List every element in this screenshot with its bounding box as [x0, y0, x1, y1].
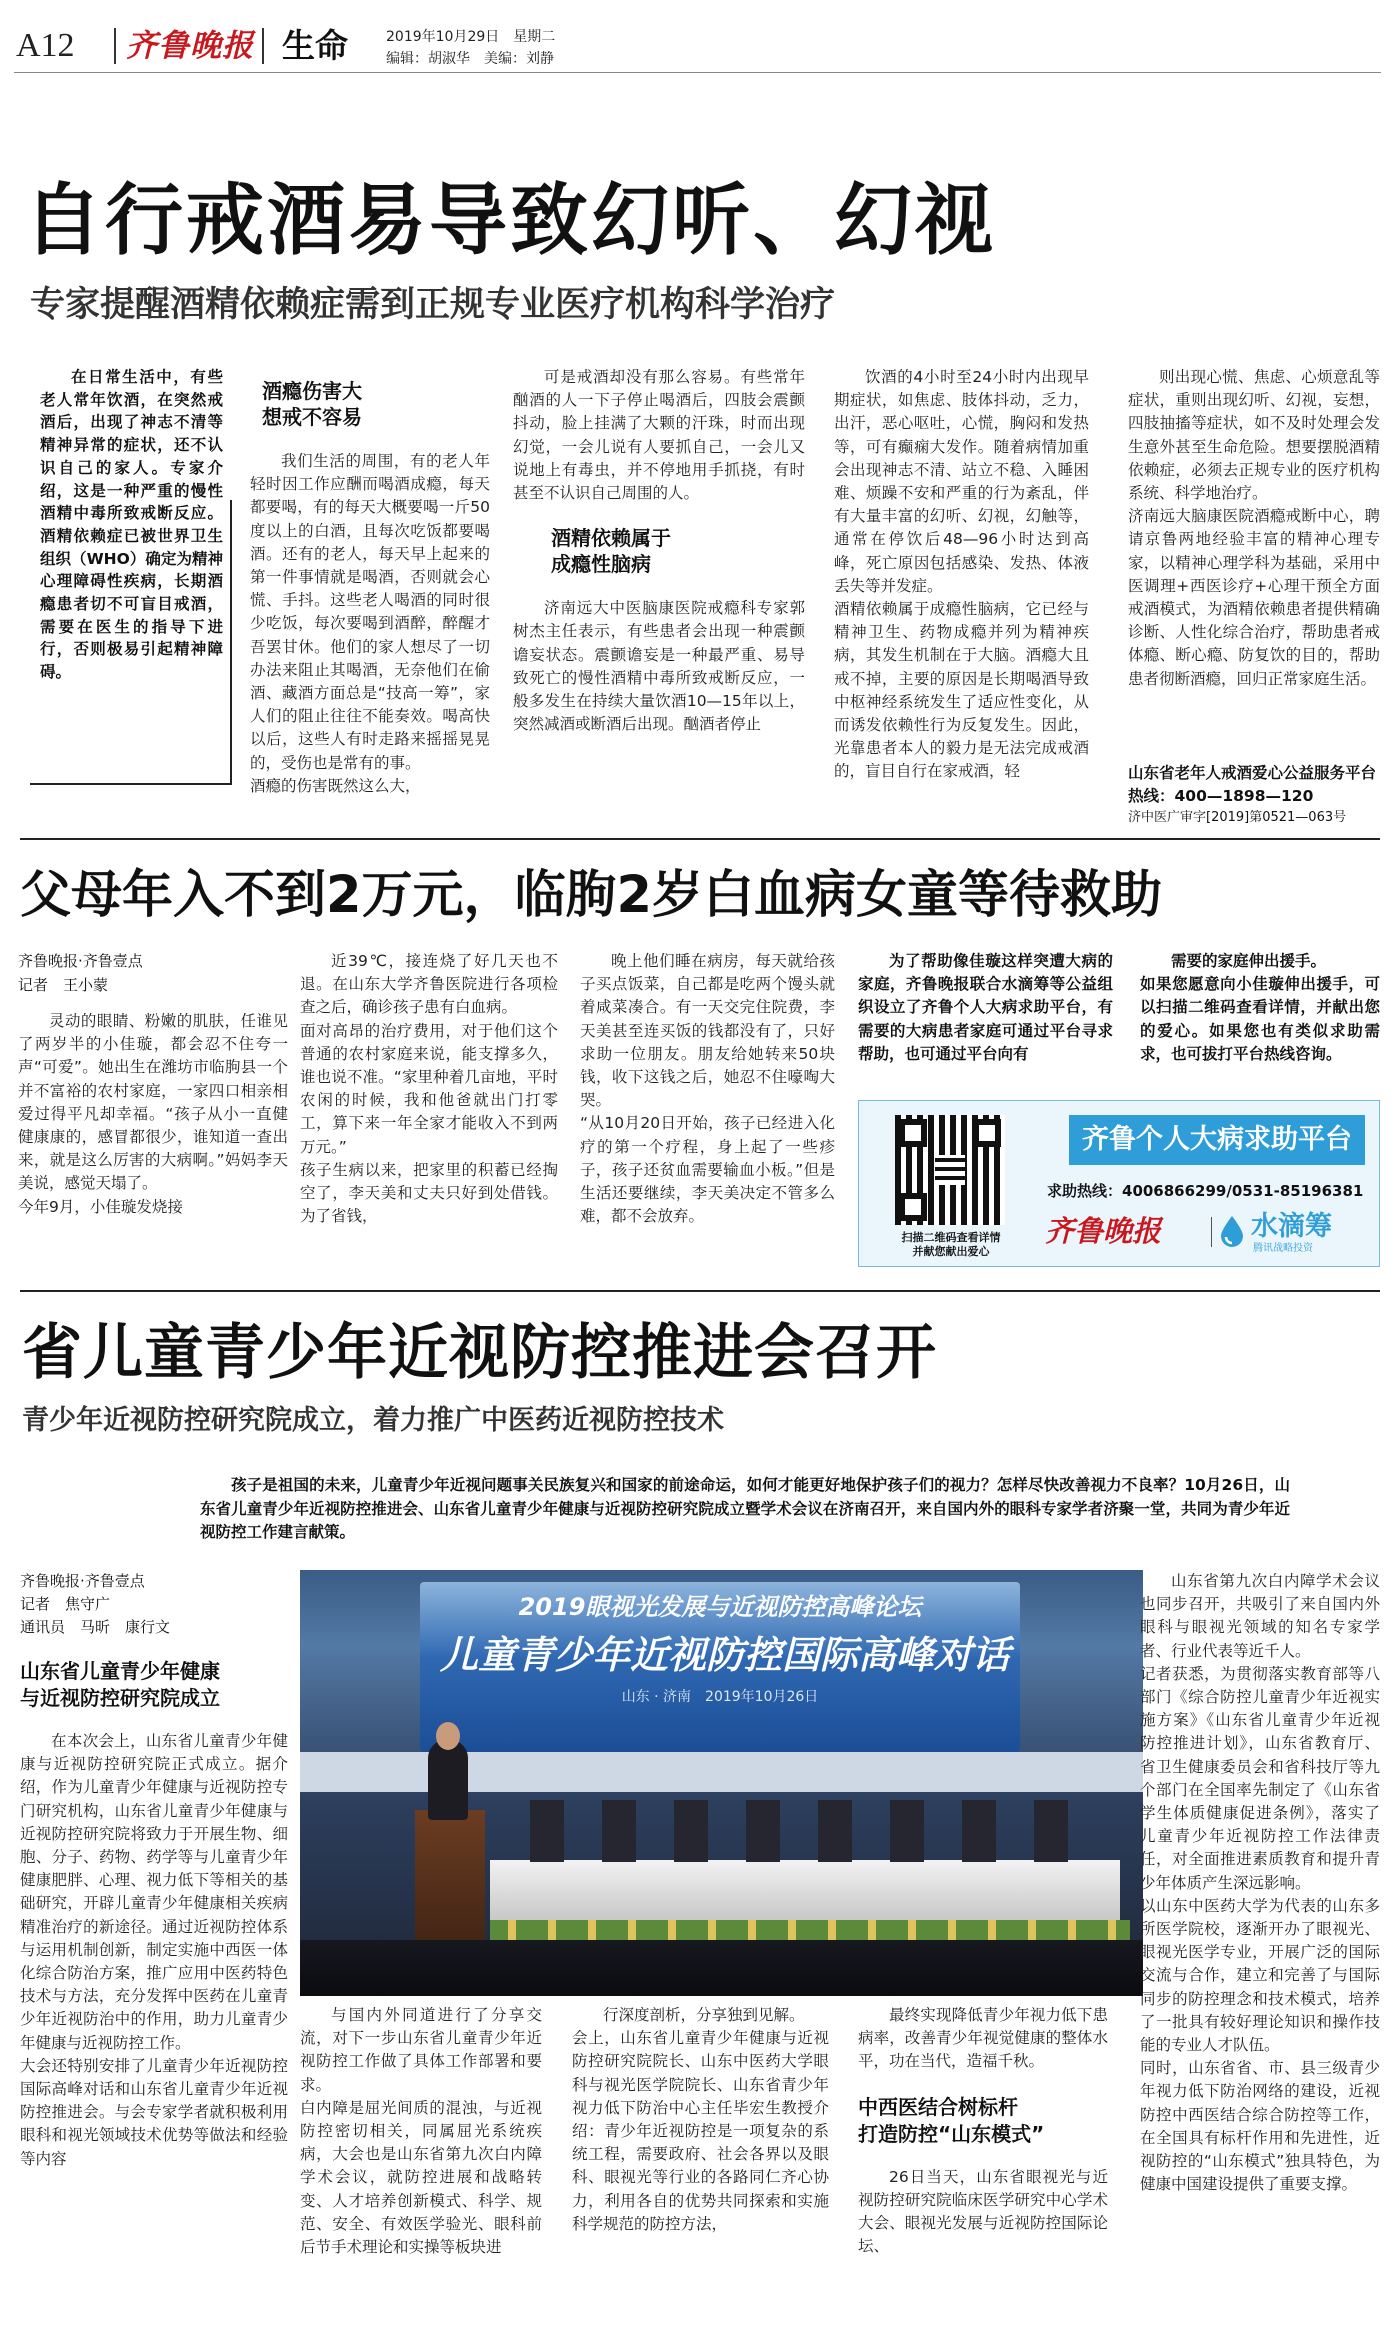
column-2: [250, 366, 490, 811]
qr-finder-bl: [899, 1193, 927, 1221]
section-name: 生命: [282, 26, 348, 65]
ad-logo-divider: [1211, 1217, 1212, 1247]
subhead-brain-disease: 酒精依赖属于 成瘾性脑病: [551, 526, 671, 577]
masthead-divider-2: [262, 28, 264, 64]
masthead: [14, 12, 1381, 72]
qr-finder-tl: [899, 1119, 927, 1147]
panel-members: [530, 1800, 1090, 1862]
column-3-text-b: 济南远大中医脑康医院戒瘾科专家郭树杰主任表示，有些患者会出现一种震颤谵妄状态。震颤谵妄是一种最严重、易导致死亡的慢性酒精中毒所致戒断反应，一般多发生在持续大量饮酒10—15年以上，突然减酒或断酒后出现。酗酒者停止: [513, 599, 805, 734]
page-number: A12: [16, 27, 75, 64]
lead-paragraph: 在日常生活中，有些老人常年饮酒，在突然戒酒后，出现了神志不清等精神异常的症状，还不认识自己的家人。专家介绍，这是一种严重的慢性酒精中毒所致戒断反应。酒精依赖症已被世界卫生组织（WHO）确定为精神心理障碍性疾病，长期酒瘾患者切不可盲目戒酒，需要在医生的指导下进行，否则极易引起精神障碍。: [40, 368, 223, 682]
hotline-text: 山东省老年人戒酒爱心公益服务平台热线：400—1898—120: [1128, 764, 1377, 805]
qr-finder-tr: [973, 1119, 1001, 1147]
qr-code[interactable]: [895, 1115, 1005, 1225]
license-number: 济中医广审字[2019]第0521—063号: [1128, 810, 1347, 825]
stage-backdrop: [300, 1752, 1143, 1792]
headline-3: 省儿童青少年近视防控推进会召开: [22, 1318, 937, 1388]
audience-foreground: [300, 1940, 1143, 1996]
masthead-divider: [114, 28, 116, 64]
ad-title-banner: [1069, 1115, 1365, 1165]
a3-column-3-text: 行深度剖析，分享独到见解。 会上，山东省儿童青少年健康与近视防控研究院院长、山东中医药大学眼科与视光医学院院长、山东省青少年视力低下防治中心主任毕宏生教授介绍：青少年近视防控是一项复杂的系统工程，需要政府、社会各界以及眼科、眼视光等行业的各路同仁齐心协力，利用各自的优势共同探索和实施科学规范的防控方法，: [572, 2006, 829, 2233]
ad-logo-qilu: 齐鲁晚报: [1045, 1214, 1162, 1248]
headline: 自行戒酒易导致幻听、幻视: [24, 176, 997, 266]
speaker-figure: [428, 1740, 468, 1820]
a3-column-1-text: 在本次会上，山东省儿童青少年健康与近视防控研究院正式成立。据介绍，作为儿童青少年健康与近视防控专门研究机构，山东省儿童青少年健康与近视防控研究院将致力于开展生物、细胞、分子、药物、药学等与儿童青少年健康肥胖、心理、视力低下等相关的基础研究，开辟儿童青少年健康相关疾病精准治疗的新途径。通过近视防控体系与运用机制创新，制定实施中西医一体化综合防治方案，推广应用中医药特色技术与方法，充分发挥中医药在儿童青少年近视防治中的作用，助力儿童青少年健康与近视防控工作。 大会还特别安排了儿童青少年近视防控国际高峰对话和山东省儿童青少年近视防控推进会。与会专家学者就积极利用眼科和视光领域技术优势等做法和经验等内容: [20, 1732, 288, 2168]
lead-box-rule: [230, 500, 232, 785]
a3-column-5: [1140, 1570, 1380, 2330]
masthead-rule: [14, 72, 1381, 73]
a3-column-2-text: 与国内外同道进行了分享交流，对下一步山东省儿童青少年近视防控工作做了具体工作部署和要求。 白内障是屈光间质的混浊，与近视防控密切相关，同属屈光系统疾病，大会也是山东省第九次白内障学术会议，就防控进展和战略转变、人才培养创新模式、科学、规范、安全、有效医学验光、眼科前后节手术理论和实操等板块进: [300, 2006, 542, 2257]
editors-credit: 编辑：胡淑华 美编：刘静: [386, 51, 554, 67]
column-3-text-a: 可是戒酒却没有那么容易。有些常年酗酒的人一下子停止喝酒后，四肢会震颤抖动，脸上挂满了大颗的汗珠，时而出现幻觉，一会儿说有人要抓自己，一会儿又说地上有毒虫，并不停地用手抓挠，有时甚至不认识自己周围的人。: [513, 368, 805, 503]
screen-title: 儿童青少年近视防控国际高峰对话: [440, 1633, 1011, 1677]
a2-column-1: [18, 1010, 288, 1270]
a3-column-4-text: 最终实现降低青少年视力低下患病率，改善青少年视觉健康的整体水平，功在当代，造福千秋。: [858, 2006, 1108, 2071]
column-2-text: 我们生活的周围，有的老人年轻时因工作应酬而喝酒成瘾，每天都要喝，有的每天大概要喝一斤50度以上的白酒，且每次吃饭都要喝酒。还有的老人，每天早上起来的第一件事情就是喝酒，否则就会心慌、手抖。这些老人喝酒的同时很少吃饭，每次要喝到酒醉，醉醒才吾罢甘休。他们的家人想尽了一切办法来阻止其喝酒，无奈他们在偷酒、藏酒方面总是“技高一筹”，家人们的阻止往往不能奏效。喝高快以后，这些人有时走路来摇摇晃晃的，受伤也是常有的事。 酒瘾的伤害既然这么大，: [250, 452, 490, 795]
speaker-podium: [415, 1810, 485, 1960]
qr-noise: [935, 1155, 965, 1185]
subheadline: 专家提醒酒精依赖症需到正规专业医疗机构科学治疗: [30, 285, 836, 325]
subhead-addiction: 酒瘾伤害大 想戒不容易: [262, 379, 362, 429]
subheadline-3: 青少年近视防控研究院成立，着力推广中医药近视防控技术: [22, 1405, 724, 1436]
a3-column-3: [572, 2004, 829, 2330]
column-5-text: 则出现心慌、焦虑、心烦意乱等症状，重则出现幻听、幻视，妄想，四肢抽搐等症状，如不及时处理会发生意外甚至生命危险。想要摆脱酒精依赖症，必须去正规专业的医疗机构系统、科学地治疗。 济南远大脑康医院酒瘾戒断中心，聘请京鲁两地经验丰富的精神心理专家，以精神心理学科为基础，采用中医调理+西医诊疗+心理干预全方面戒酒模式，为酒精依赖患者提供精确诊断、人性化综合治疗，帮助患者戒体瘾、断心瘾、防复饮的目的，帮助患者彻断酒瘾，回归正常家庭生活。: [1128, 368, 1380, 688]
a2-column-2-text: 近39℃，接连烧了好几天也不退。在山东大学齐鲁医院进行各项检查之后，确诊孩子患有白血病。 面对高昂的治疗费用，对于他们这个普通的农村家庭来说，能支撑多久，谁也说不准。“家里种着几亩地，平时农闲的时候，我和他爸就出门打零工，算下来一年全家才能收入不到两万元。” 孩子生病以来，把家里的积蓄已经掏空了，李天美和丈夫只好到处借钱。为了省钱，: [300, 952, 558, 1226]
a2-column-5-text: 需要的家庭伸出援手。 如果您愿意向小佳璇伸出援手，可以扫描二维码查看详情，并献出您的爱心。如果您也有类似求助需求，也可拔打平台热线咨询。: [1140, 952, 1380, 1063]
a2-column-2: [300, 950, 558, 1272]
intro-paragraph: [200, 1474, 1290, 1546]
column-3: [513, 366, 805, 811]
a2-column-1-text: 灵动的眼睛、粉嫩的肌肤，任谁见了两岁半的小佳璇，都会忍不住夸一声“可爱”。她出生在潍坊市临朐县一个并不富裕的农村家庭，一家四口相亲相爱过得平凡却幸福。“孩子从小一直健健康康的，感冒都很少，谁知道一查出来，就是这么厉害的大病啊。”妈妈李天美说，感觉天塌了。 今年9月，小佳璇发烧接: [18, 1012, 288, 1216]
a2-column-3: [580, 950, 835, 1272]
a3-column-2: [300, 2004, 542, 2330]
speaker-head: [436, 1722, 460, 1750]
section-divider-2: [20, 1290, 1380, 1292]
a3-byline-correspondent: 通讯员 马昕 康行文: [20, 1618, 171, 1636]
a3-subhead-2: 中西医结合树标杆 打造防控“山东模式”: [858, 2094, 1045, 2146]
section-divider-1: [20, 838, 1380, 840]
a3-byline-source: 齐鲁晚报·齐鲁壹点: [20, 1572, 145, 1590]
qr-caption: 扫描二维码查看详情 并献您献出爱心: [901, 1231, 1001, 1258]
ad-hotline: 求助热线：4006866299/0531-85196381: [1047, 1182, 1364, 1200]
column-4-text: 饮酒的4小时至24小时内出现早期症状，如焦虑、肢体抖动，乏力，出汗，恶心呕吐，心慌，胸闷和发热等，可有癫痫大发作。随着病情加重会出现神志不清、站立不稳、入睡困难、烦躁不安和严重的行为紊乱，伴有大量丰富的幻听、幻视，幻触等，通常在停饮后48—96小时达到高峰，死亡原因包括感染、发热、体液丢失等并发症。 酒精依赖属于成瘾性脑病，它已经与精神卫生、药物成瘾并列为精神疾病，其发生机制在于大脑。酒瘾大且戒不掉，主要的原因是长期喝酒导致中枢神经系统发生了适应性变化，从而诱发依赖性行为反复发生。因此，光靠患者本人的毅力是无法完成戒酒的，盲目自行在家戒酒，轻: [834, 368, 1089, 781]
a2-column-5: [1140, 950, 1380, 1095]
issue-date: 2019年10月29日 星期二: [386, 29, 556, 45]
ad-logo-shuidi-sub: 腾讯战略投资: [1253, 1243, 1313, 1254]
ad-title: 齐鲁个人大病求助平台: [1082, 1124, 1352, 1155]
floor-flowers: [490, 1920, 1130, 1940]
intro-text: 孩子是祖国的未来，儿童青少年近视问题事关民族复兴和国家的前途命运，如何才能更好地保护孩子们的视力？怎样尽快改善视力不良率？10月26日，山东省儿童青少年近视防控推进会、山东省儿童青少年健康与近视防控研究院成立暨学术会议在济南召开，来自国内外的眼科专家学者济聚一堂，共同为青少年近视防控工作建言献策。: [200, 1476, 1290, 1541]
a3-column-5-text: 山东省第九次白内障学术会议也同步召开，共吸引了来自国内外眼科与眼视光领域的知名专家学者、行业代表等近千人。 记者获悉，为贯彻落实教育部等八部门《综合防控儿童青少年近视实施方案》《山东省儿童青少年近视防控推进计划》，山东省教育厅、省卫生健康委员会和省科技厅等九个部门在全国率先制定了《山东省学生体质健康促进条例》，落实了儿童青少年近视防控工作法律责任，对全面推进素质教育和提升青少年体质产生深远影响。 以山东中医药大学为代表的山东多所医学院校，逐渐开办了眼视光、眼视光医学专业，开展广泛的国际交流与合作，建立和完善了与国际同步的防控理念和技术模式，培养了一批具有较好理论知识和操作技能的专业人才队伍。 同时，山东省省、市、县三级青少年视力低下防治网络的建设，近视防控中西医结合综合防控等工作，在全国具有标杆作用和先进性，近视防控的“山东模式”独具特色，为健康中国建设提供了重要支撑。: [1140, 1572, 1380, 2194]
a3-column-4-text-b: 26日当天，山东省眼视光与近视防控研究院临床医学研究中心学术大会、眼视光发展与近视防控国际论坛、: [858, 2167, 1108, 2256]
a3-byline-reporter: 记者 焦守广: [20, 1595, 111, 1613]
column-5: [1128, 366, 1380, 762]
ad-logo-shuidi: 水滴筹: [1251, 1211, 1332, 1242]
a2-column-4-text: 为了帮助像佳璇这样突遭大病的家庭，齐鲁晚报联合水滴筹等公益组织设立了齐鲁个人大病求助平台，有需要的大病患者家庭可通过平台寻求帮助，也可通过平台向有: [858, 952, 1113, 1063]
screen-banner: 2019眼视光发展与近视防控高峰论坛: [518, 1593, 922, 1621]
a3-column-4: [858, 2004, 1108, 2330]
donation-ad: [858, 1100, 1380, 1267]
conference-photo: [300, 1570, 1143, 1996]
byline-reporter: 记者 王小蒙: [18, 976, 109, 994]
a2-column-3-text: 晚上他们睡在病房，每天就给孩子买点饭菜，自己都是吃两个馒头就着咸菜凑合。有一天交完住院费，李天美甚至连买饭的钱都没有了，只好求助一位朋友。朋友给她转来50块钱，收下这钱之后，她忍不住嚎啕大哭。 “从10月20日开始，孩子已经进入化疗的第一个疗程，身上起了一些疹子，孩子还贫血需要输血小板。”但是生活还要继续，李天美决定不管多么难，都不会放弃。: [580, 952, 835, 1226]
water-drop-icon: [1219, 1215, 1245, 1247]
panel-table: [490, 1860, 1120, 1920]
column-4: [834, 366, 1089, 811]
byline-source: 齐鲁晚报·齐鲁壹点: [18, 952, 143, 970]
a3-column-1: [20, 1730, 288, 2330]
newspaper-logo: 齐鲁晚报: [126, 28, 254, 64]
a3-subhead-1: 山东省儿童青少年健康 与近视防控研究院成立: [20, 1659, 220, 1710]
a2-column-4: [858, 950, 1113, 1095]
lead-box-rule-bottom: [30, 783, 232, 785]
screen-subtitle: 山东 · 济南 2019年10月26日: [621, 1689, 819, 1705]
headline-2: 父母年入不到2万元，临朐2岁白血病女童等待救助: [20, 866, 1162, 925]
